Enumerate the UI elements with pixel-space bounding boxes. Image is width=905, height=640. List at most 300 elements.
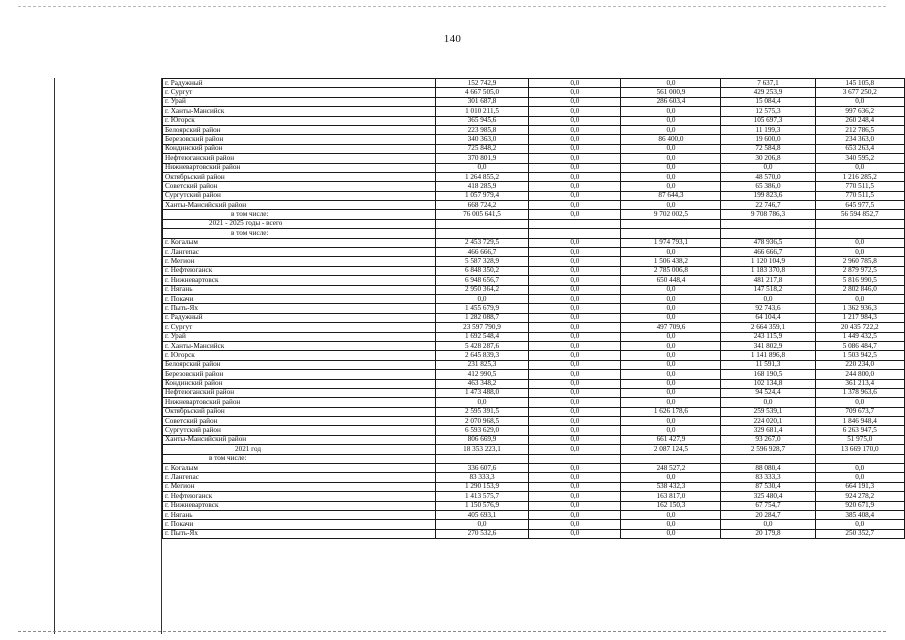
cell-regional-amount: 650 448,4 (621, 276, 721, 285)
cell-regional-amount: 0,0 (621, 294, 721, 303)
cell-federal-amount: 0,0 (529, 492, 621, 501)
cell-total-amount: 76 005 641,5 (435, 210, 528, 219)
cell-extra-amount: 0,0 (815, 97, 904, 106)
table-row (163, 125, 905, 134)
cell-territory-name: 2021 - 2025 годы - всего (163, 219, 436, 228)
cell-local-amount: 64 104,4 (721, 313, 815, 322)
table-row (163, 107, 905, 116)
cell-total-amount: 1 455 679,9 (435, 304, 528, 313)
cell-extra-amount (815, 229, 904, 238)
cell-extra-amount: 1 378 963,6 (815, 388, 904, 397)
cell-federal-amount: 0,0 (529, 417, 621, 426)
cell-extra-amount: 770 511,5 (815, 191, 904, 200)
budget-table-body (163, 79, 905, 539)
cell-total-amount: 806 669,9 (435, 435, 528, 444)
cell-extra-amount: 653 263,4 (815, 144, 904, 153)
cell-local-amount: 2 596 928,7 (721, 445, 815, 454)
cell-extra-amount: 56 594 852,7 (815, 210, 904, 219)
cell-extra-amount: 6 263 947,5 (815, 426, 904, 435)
cell-federal-amount: 0,0 (529, 370, 621, 379)
cell-regional-amount: 9 702 002,5 (621, 210, 721, 219)
cell-federal-amount (529, 219, 621, 228)
cell-regional-amount: 1 626 178,6 (621, 407, 721, 416)
cell-territory-name: г. Нефтеюганск (163, 492, 436, 501)
cell-regional-amount: 0,0 (621, 285, 721, 294)
cell-total-amount: 2 070 968,5 (435, 417, 528, 426)
cell-regional-amount: 661 427,9 (621, 435, 721, 444)
cell-federal-amount: 0,0 (529, 116, 621, 125)
cell-federal-amount: 0,0 (529, 351, 621, 360)
table-row (163, 360, 905, 369)
cell-total-amount: 0,0 (435, 520, 528, 529)
cell-local-amount: 0,0 (721, 398, 815, 407)
cell-extra-amount: 145 105,8 (815, 79, 904, 88)
cell-territory-name: Ханты-Мансийский район (163, 435, 436, 444)
cell-total-amount: 2 595 391,5 (435, 407, 528, 416)
table-row (163, 332, 905, 341)
cell-total-amount: 223 985,8 (435, 125, 528, 134)
cell-local-amount: 94 524,4 (721, 388, 815, 397)
cell-total-amount: 466 666,7 (435, 248, 528, 257)
cell-federal-amount: 0,0 (529, 304, 621, 313)
cell-regional-amount: 286 603,4 (621, 97, 721, 106)
cell-regional-amount: 0,0 (621, 379, 721, 388)
cell-total-amount: 231 825,3 (435, 360, 528, 369)
cell-federal-amount: 0,0 (529, 520, 621, 529)
cell-extra-amount: 220 234,0 (815, 360, 904, 369)
cell-extra-amount (815, 454, 904, 463)
table-row (163, 435, 905, 444)
cell-regional-amount: 1 506 438,2 (621, 257, 721, 266)
cell-territory-name: г. Нижневартовск (163, 276, 436, 285)
table-row (163, 276, 905, 285)
table-row (163, 492, 905, 501)
cell-local-amount: 67 754,7 (721, 501, 815, 510)
table-row (163, 304, 905, 313)
table-row (163, 144, 905, 153)
cell-regional-amount (621, 219, 721, 228)
cell-total-amount (435, 219, 528, 228)
cell-local-amount: 0,0 (721, 520, 815, 529)
table-row (163, 473, 905, 482)
cell-territory-name: Кондинский район (163, 144, 436, 153)
cell-territory-name: г. Лангепас (163, 473, 436, 482)
cell-federal-amount: 0,0 (529, 79, 621, 88)
cell-extra-amount: 645 977,5 (815, 201, 904, 210)
cell-federal-amount: 0,0 (529, 125, 621, 134)
cell-local-amount: 15 084,4 (721, 97, 815, 106)
cell-total-amount: 1 692 548,4 (435, 332, 528, 341)
table-row (163, 313, 905, 322)
cell-extra-amount: 0,0 (815, 294, 904, 303)
cell-total-amount: 463 348,2 (435, 379, 528, 388)
cell-extra-amount: 13 669 170,0 (815, 445, 904, 454)
cell-extra-amount: 924 278,2 (815, 492, 904, 501)
table-row (163, 285, 905, 294)
cell-extra-amount: 51 975,0 (815, 435, 904, 444)
cell-total-amount: 2 950 364,2 (435, 285, 528, 294)
cell-local-amount: 243 115,9 (721, 332, 815, 341)
cell-total-amount: 270 532,6 (435, 529, 528, 538)
cell-territory-name: г. Югорск (163, 351, 436, 360)
cell-regional-amount: 0,0 (621, 351, 721, 360)
cell-extra-amount: 234 363,0 (815, 135, 904, 144)
cell-territory-name: г. Сургут (163, 88, 436, 97)
cell-federal-amount: 0,0 (529, 426, 621, 435)
cell-federal-amount: 0,0 (529, 135, 621, 144)
cell-regional-amount: 0,0 (621, 172, 721, 181)
cell-federal-amount (529, 229, 621, 238)
cell-regional-amount: 0,0 (621, 529, 721, 538)
cell-local-amount: 19 600,0 (721, 135, 815, 144)
table-row (163, 97, 905, 106)
cell-territory-name: г. Радужный (163, 79, 436, 88)
cell-extra-amount: 770 511,5 (815, 182, 904, 191)
cell-territory-name: г. Пыть-Ях (163, 529, 436, 538)
cell-territory-name: г. Урай (163, 332, 436, 341)
cell-federal-amount: 0,0 (529, 332, 621, 341)
cell-federal-amount: 0,0 (529, 510, 621, 519)
table-row (163, 426, 905, 435)
cell-federal-amount: 0,0 (529, 435, 621, 444)
cell-total-amount: 152 742,9 (435, 79, 528, 88)
cell-regional-amount: 0,0 (621, 201, 721, 210)
table-row (163, 154, 905, 163)
cell-local-amount: 20 284,7 (721, 510, 815, 519)
cell-total-amount: 0,0 (435, 398, 528, 407)
cell-local-amount: 7 637,1 (721, 79, 815, 88)
cell-territory-name: Нижневартовский район (163, 398, 436, 407)
cell-extra-amount: 709 673,7 (815, 407, 904, 416)
cell-local-amount: 72 584,8 (721, 144, 815, 153)
cell-federal-amount: 0,0 (529, 210, 621, 219)
cell-territory-name: г. Мегион (163, 482, 436, 491)
cell-regional-amount: 0,0 (621, 360, 721, 369)
cell-territory-name: Березовский район (163, 370, 436, 379)
cell-local-amount (721, 454, 815, 463)
cell-regional-amount (621, 454, 721, 463)
table-row (163, 135, 905, 144)
table-row (163, 529, 905, 538)
cell-territory-name: в том числе: (163, 210, 436, 219)
cell-regional-amount: 0,0 (621, 370, 721, 379)
table-row (163, 370, 905, 379)
cell-extra-amount: 1 217 984,3 (815, 313, 904, 322)
table-row (163, 379, 905, 388)
table-row (163, 520, 905, 529)
cell-regional-amount (621, 229, 721, 238)
cell-territory-name: Октябрьский район (163, 172, 436, 181)
budget-table (162, 78, 905, 539)
cell-extra-amount: 3 677 250,2 (815, 88, 904, 97)
table-row (163, 501, 905, 510)
cell-regional-amount: 163 817,0 (621, 492, 721, 501)
cell-regional-amount: 2 785 006,8 (621, 266, 721, 275)
cell-federal-amount: 0,0 (529, 144, 621, 153)
cell-total-amount (435, 229, 528, 238)
cell-total-amount: 1 057 979,4 (435, 191, 528, 200)
cell-territory-name: Октябрьский район (163, 407, 436, 416)
cell-total-amount: 1 290 153,9 (435, 482, 528, 491)
cell-total-amount: 1 010 211,5 (435, 107, 528, 116)
cell-total-amount: 412 990,5 (435, 370, 528, 379)
cell-local-amount: 30 206,8 (721, 154, 815, 163)
table-row (163, 219, 905, 228)
cell-total-amount: 668 724,2 (435, 201, 528, 210)
cell-regional-amount: 86 400,0 (621, 135, 721, 144)
cell-extra-amount: 0,0 (815, 248, 904, 257)
cell-territory-name: 2021 год (163, 445, 436, 454)
cell-total-amount: 6 593 629,0 (435, 426, 528, 435)
table-row (163, 79, 905, 88)
cell-extra-amount: 0,0 (815, 163, 904, 172)
cell-regional-amount: 2 087 124,5 (621, 445, 721, 454)
cell-local-amount: 87 530,4 (721, 482, 815, 491)
cell-federal-amount: 0,0 (529, 238, 621, 247)
cell-territory-name: г. Покачи (163, 520, 436, 529)
cell-local-amount: 105 697,3 (721, 116, 815, 125)
cell-federal-amount: 0,0 (529, 388, 621, 397)
cell-total-amount: 6 848 350,2 (435, 266, 528, 275)
cell-total-amount: 418 285,9 (435, 182, 528, 191)
cell-extra-amount: 0,0 (815, 398, 904, 407)
cell-federal-amount: 0,0 (529, 276, 621, 285)
cell-regional-amount: 0,0 (621, 388, 721, 397)
cell-local-amount: 2 664 359,1 (721, 323, 815, 332)
cell-total-amount: 18 353 223,1 (435, 445, 528, 454)
cell-extra-amount: 212 786,5 (815, 125, 904, 134)
cell-extra-amount: 1 503 942,5 (815, 351, 904, 360)
cell-federal-amount: 0,0 (529, 445, 621, 454)
cell-local-amount: 1 141 896,8 (721, 351, 815, 360)
cell-federal-amount: 0,0 (529, 154, 621, 163)
cell-territory-name: г. Нягань (163, 510, 436, 519)
cell-local-amount: 429 253,9 (721, 88, 815, 97)
cell-local-amount: 1 183 370,8 (721, 266, 815, 275)
cell-total-amount: 5 428 287,6 (435, 341, 528, 350)
cell-regional-amount: 0,0 (621, 248, 721, 257)
cell-federal-amount: 0,0 (529, 182, 621, 191)
cell-extra-amount: 2 879 972,5 (815, 266, 904, 275)
cell-territory-name: в том числе: (163, 454, 436, 463)
table-row (163, 445, 905, 454)
cell-regional-amount: 561 000,9 (621, 88, 721, 97)
cell-local-amount: 11 591,3 (721, 360, 815, 369)
cell-total-amount: 1 282 088,7 (435, 313, 528, 322)
cell-local-amount (721, 219, 815, 228)
cell-extra-amount (815, 219, 904, 228)
cell-territory-name: Нефтеюганский район (163, 388, 436, 397)
table-row (163, 398, 905, 407)
cell-regional-amount: 162 150,3 (621, 501, 721, 510)
cell-local-amount: 102 134,8 (721, 379, 815, 388)
cell-total-amount: 2 453 729,5 (435, 238, 528, 247)
page-number: 140 (443, 33, 462, 45)
cell-federal-amount: 0,0 (529, 172, 621, 181)
cell-federal-amount: 0,0 (529, 163, 621, 172)
cell-extra-amount: 244 800,0 (815, 370, 904, 379)
cell-territory-name: г. Мегион (163, 257, 436, 266)
cell-local-amount: 0,0 (721, 163, 815, 172)
cell-local-amount: 199 823,6 (721, 191, 815, 200)
cell-territory-name: Сургутский район (163, 191, 436, 200)
cell-federal-amount: 0,0 (529, 323, 621, 332)
cell-total-amount: 336 607,6 (435, 464, 528, 473)
cell-local-amount: 92 743,6 (721, 304, 815, 313)
cell-territory-name: г. Покачи (163, 294, 436, 303)
cell-total-amount: 725 848,2 (435, 144, 528, 153)
cell-federal-amount (529, 454, 621, 463)
cell-local-amount: 9 708 786,3 (721, 210, 815, 219)
cell-territory-name: г. Ханты-Мансийск (163, 341, 436, 350)
cell-local-amount: 325 480,4 (721, 492, 815, 501)
cell-territory-name: Березовский район (163, 135, 436, 144)
cell-territory-name: г. Нягань (163, 285, 436, 294)
table-row (163, 238, 905, 247)
cell-territory-name: Ханты-Мансийский район (163, 201, 436, 210)
cell-total-amount: 0,0 (435, 294, 528, 303)
cell-extra-amount: 20 435 722,2 (815, 323, 904, 332)
table-row (163, 323, 905, 332)
cell-regional-amount: 0,0 (621, 144, 721, 153)
cell-federal-amount: 0,0 (529, 398, 621, 407)
cell-total-amount: 340 363,0 (435, 135, 528, 144)
cell-local-amount: 22 746,7 (721, 201, 815, 210)
cell-extra-amount: 0,0 (815, 464, 904, 473)
cell-local-amount: 48 570,0 (721, 172, 815, 181)
cell-extra-amount: 385 408,4 (815, 510, 904, 519)
cell-local-amount: 329 681,4 (721, 426, 815, 435)
cell-local-amount: 168 190,5 (721, 370, 815, 379)
table-row (163, 163, 905, 172)
cell-territory-name: г. Урай (163, 97, 436, 106)
cell-federal-amount: 0,0 (529, 360, 621, 369)
cell-territory-name: г. Нефтеюганск (163, 266, 436, 275)
table-row (163, 248, 905, 257)
cell-regional-amount: 0,0 (621, 332, 721, 341)
table-row (163, 482, 905, 491)
cell-territory-name: Сургутский район (163, 426, 436, 435)
table-row (163, 388, 905, 397)
cell-federal-amount: 0,0 (529, 248, 621, 257)
cell-regional-amount: 0,0 (621, 154, 721, 163)
cell-total-amount: 1 264 855,2 (435, 172, 528, 181)
cell-extra-amount: 0,0 (815, 520, 904, 529)
table-row (163, 417, 905, 426)
cell-federal-amount: 0,0 (529, 529, 621, 538)
cell-local-amount: 20 179,8 (721, 529, 815, 538)
cell-regional-amount: 0,0 (621, 473, 721, 482)
scan-edge-bottom (18, 631, 886, 632)
cell-federal-amount: 0,0 (529, 88, 621, 97)
cell-territory-name: Советский район (163, 417, 436, 426)
table-row (163, 229, 905, 238)
cell-territory-name: г. Пыть-Ях (163, 304, 436, 313)
cell-extra-amount: 0,0 (815, 238, 904, 247)
cell-federal-amount: 0,0 (529, 266, 621, 275)
table-frame-line-left (54, 78, 55, 634)
cell-extra-amount: 1 216 285,2 (815, 172, 904, 181)
cell-extra-amount: 2 802 846,0 (815, 285, 904, 294)
cell-extra-amount: 664 191,3 (815, 482, 904, 491)
cell-local-amount: 0,0 (721, 294, 815, 303)
cell-regional-amount: 0,0 (621, 520, 721, 529)
cell-territory-name: в том числе: (163, 229, 436, 238)
cell-regional-amount: 0,0 (621, 510, 721, 519)
cell-territory-name: Советский район (163, 182, 436, 191)
cell-total-amount: 2 645 839,3 (435, 351, 528, 360)
cell-territory-name: г. Югорск (163, 116, 436, 125)
cell-total-amount: 5 587 328,9 (435, 257, 528, 266)
cell-extra-amount: 250 352,7 (815, 529, 904, 538)
cell-regional-amount: 0,0 (621, 304, 721, 313)
cell-federal-amount: 0,0 (529, 482, 621, 491)
cell-regional-amount: 87 644,3 (621, 191, 721, 200)
cell-extra-amount: 361 213,4 (815, 379, 904, 388)
cell-extra-amount: 1 846 948,4 (815, 417, 904, 426)
table-row (163, 88, 905, 97)
cell-total-amount: 370 801,9 (435, 154, 528, 163)
cell-territory-name: г. Радужный (163, 313, 436, 322)
cell-total-amount: 1 473 488,0 (435, 388, 528, 397)
cell-regional-amount: 0,0 (621, 163, 721, 172)
cell-federal-amount: 0,0 (529, 473, 621, 482)
table-row (163, 201, 905, 210)
cell-regional-amount: 538 432,3 (621, 482, 721, 491)
cell-federal-amount: 0,0 (529, 107, 621, 116)
cell-total-amount: 365 945,6 (435, 116, 528, 125)
cell-total-amount: 405 693,1 (435, 510, 528, 519)
cell-regional-amount: 0,0 (621, 107, 721, 116)
cell-local-amount: 65 386,0 (721, 182, 815, 191)
cell-extra-amount: 340 595,2 (815, 154, 904, 163)
cell-territory-name: г. Лангепас (163, 248, 436, 257)
cell-extra-amount: 1 449 432,5 (815, 332, 904, 341)
cell-territory-name: Кондинский район (163, 379, 436, 388)
cell-local-amount: 481 217,8 (721, 276, 815, 285)
cell-territory-name: г. Нижневартовск (163, 501, 436, 510)
cell-extra-amount: 5 086 484,7 (815, 341, 904, 350)
cell-total-amount: 301 687,8 (435, 97, 528, 106)
table-row (163, 266, 905, 275)
cell-extra-amount: 0,0 (815, 473, 904, 482)
cell-total-amount (435, 454, 528, 463)
cell-total-amount: 23 597 790,9 (435, 323, 528, 332)
cell-total-amount: 1 413 575,7 (435, 492, 528, 501)
scan-edge-top (18, 6, 886, 7)
cell-regional-amount: 0,0 (621, 125, 721, 134)
cell-regional-amount: 497 709,6 (621, 323, 721, 332)
cell-regional-amount: 248 527,2 (621, 464, 721, 473)
cell-local-amount: 1 120 104,9 (721, 257, 815, 266)
cell-regional-amount: 0,0 (621, 341, 721, 350)
cell-regional-amount: 0,0 (621, 79, 721, 88)
table-row (163, 116, 905, 125)
cell-federal-amount: 0,0 (529, 407, 621, 416)
cell-local-amount: 147 518,2 (721, 285, 815, 294)
table-row (163, 257, 905, 266)
cell-local-amount: 466 666,7 (721, 248, 815, 257)
cell-regional-amount: 0,0 (621, 313, 721, 322)
table-row (163, 351, 905, 360)
cell-regional-amount: 0,0 (621, 426, 721, 435)
cell-territory-name: Белоярский район (163, 360, 436, 369)
cell-total-amount: 4 667 505,0 (435, 88, 528, 97)
table-row (163, 294, 905, 303)
cell-local-amount: 93 267,0 (721, 435, 815, 444)
cell-local-amount: 478 936,5 (721, 238, 815, 247)
cell-territory-name: г. Когалым (163, 238, 436, 247)
